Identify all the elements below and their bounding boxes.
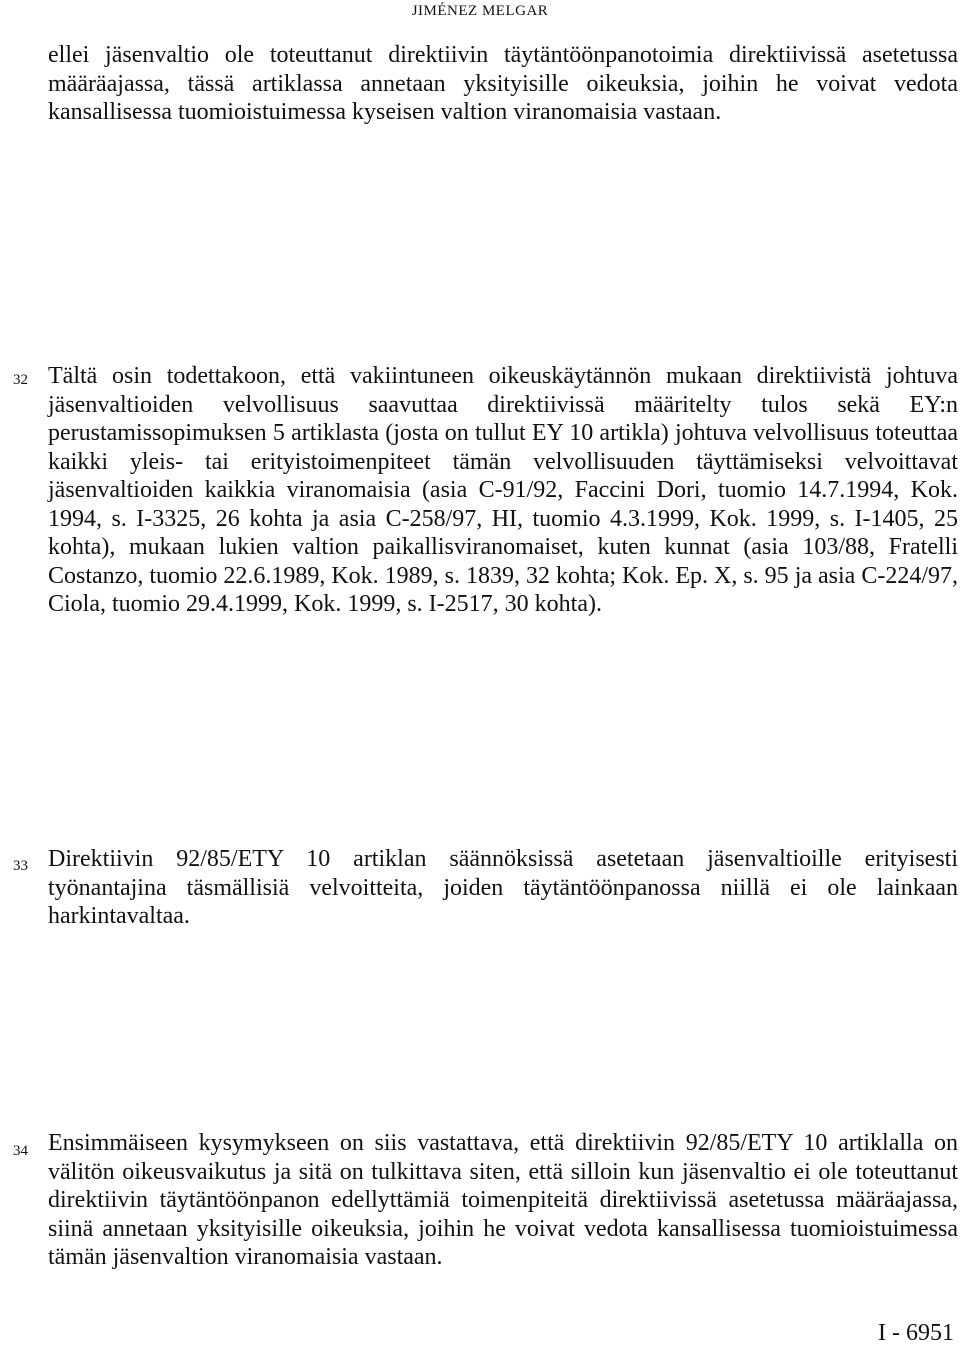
paragraph-34: Ensimmäiseen kysymykseen on siis vastattava, että direktiivin 92/85/ETY 10 artiklalla on välitön oikeusvaikutus ja sitä on tulkittava siten, että silloin kun jäsenvaltio ei ole toteuttanut direktiivin täytäntöönpanon edellyttämiä toimenpiteitä direktiivissä asetetussa määräajassa, siinä annetaan yksityisille oikeuksia, joihin he voivat vedota kansallisessa tuomioistuimessa tämän jäsenvaltion viranomaisia vastaan. [48,1130,958,1270]
paragraph-32: Tältä osin todettakoon, että vakiintuneen oikeuskäytännön mukaan direktiivistä johtuva jäsenvaltioiden velvollisuus saavuttaa direktiivissä määritelty tulos sekä EY:n perustamissopimuksen 5 artiklasta (josta on tullut EY 10 artikla) johtuva velvollisuus toteuttaa kaikki yleis- tai erityistoimenpiteet tämän velvollisuuden täyttämiseksi velvoittavat jäsenvaltioiden kaikkia viranomaisia (asia C-91/92, Faccini Dori, tuomio 14.7.1994, Kok. 1994, s. I-3325, 26 kohta ja asia C-258/97, HI, tuomio 4.3.1999, Kok. 1999, s. I-1405, 25 kohta), mukaan lukien valtion paikallisviranomaiset, kuten kunnat (asia 103/88, Fratelli Costanzo, tuomio 22.6.1989, Kok. 1989, s. 1839, 32 kohta; Kok. Ep. X, s. 95 ja asia C-224/97, Ciola, tuomio 29.4.1999, Kok. 1999, s. I-2517, 30 kohta). [48,363,958,617]
page-header: JIMÉNEZ MELGAR [411,3,549,19]
page-number: I - 6951 [878,1320,954,1346]
paragraph-continuation: ellei jäsenvaltio ole toteuttanut direktiivin täytäntöönpanotoimia direktiivissä asetetussa määräajassa, tässä artiklassa annetaan yksityisille oikeuksia, joihin he voivat vedota kansallisessa tuomioistuimessa kyseisen valtion viranomaisia vastaan. [48,42,958,125]
paragraph-33: Direktiivin 92/85/ETY 10 artiklan säännöksissä asetetaan jäsenvaltioille erityisesti työnantajina täsmällisiä velvoitteita, joiden täytäntöönpanossa niillä ei ole lainkaan harkintavaltaa. [48,846,958,929]
paragraph-number-32: 32 [13,372,28,388]
paragraph-number-33: 33 [13,858,28,874]
paragraph-number-34: 34 [13,1143,28,1159]
